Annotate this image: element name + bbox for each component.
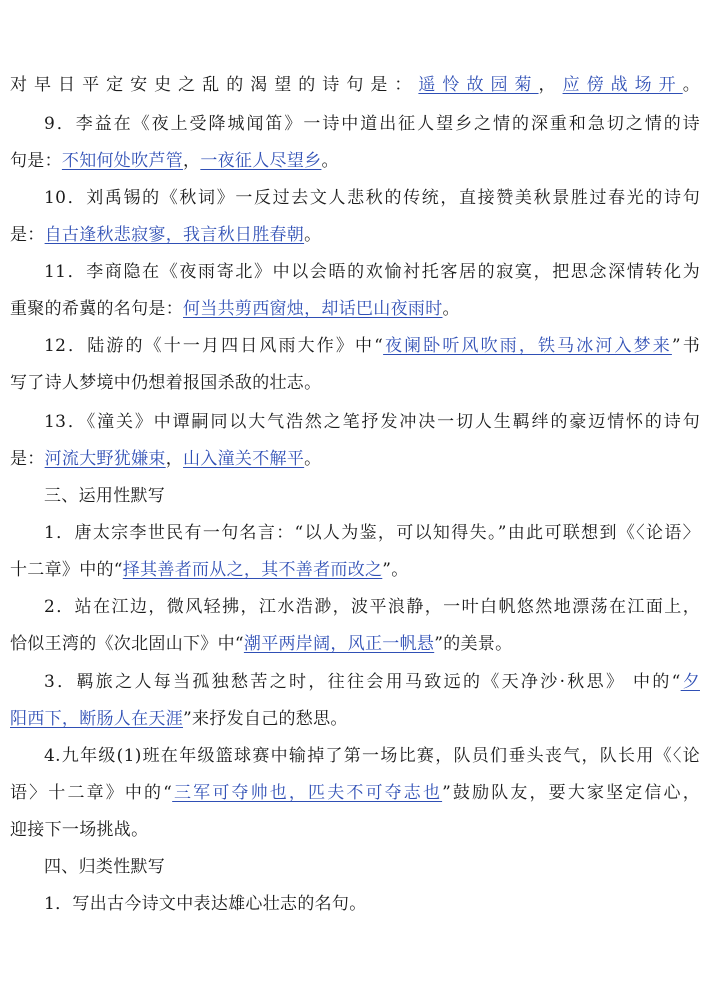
text-line bbox=[10, 222, 700, 248]
question-3-1 bbox=[44, 520, 700, 546]
answer-text: 夕 bbox=[680, 672, 700, 692]
question-11 bbox=[44, 259, 700, 285]
question-9 bbox=[44, 111, 700, 137]
answer-text: 一夜征人尽望乡 bbox=[200, 151, 322, 171]
body-text: 三、运用性默写 bbox=[44, 486, 166, 506]
question-13 bbox=[44, 409, 700, 435]
answer-text: 阳西下，断肠人在天涯 bbox=[10, 709, 183, 729]
body-text: 十二章》中的“ bbox=[10, 560, 123, 580]
body-text: 13．《潼关》中谭嗣同以大气浩然之笔抒发冲决一切人生羁绊的豪迈情怀的诗句 bbox=[44, 412, 700, 432]
body-text: ， bbox=[183, 151, 201, 171]
body-text: 是： bbox=[10, 449, 45, 469]
question-4-1 bbox=[44, 891, 700, 917]
text-line bbox=[10, 817, 700, 843]
body-text: ”书 bbox=[671, 336, 700, 356]
body-text: ”鼓励队友，要大家坚定信心， bbox=[442, 783, 701, 803]
body-text: 10．刘禹锡的《秋词》一反过去文人悲秋的传统，直接赞美秋景胜过春光的诗句 bbox=[44, 188, 700, 208]
text-line bbox=[10, 706, 700, 732]
text-line bbox=[10, 148, 700, 174]
section-heading-4 bbox=[44, 854, 700, 880]
body-text: 写了诗人梦境中仍想着报国杀敌的壮志。 bbox=[10, 373, 322, 393]
body-text: 3．羁旅之人每当孤独愁苦之时，往往会用马致远的《天净沙·秋思》 中的“ bbox=[44, 672, 681, 692]
body-text: 句是： bbox=[10, 151, 62, 171]
body-text: 2．站在江边，微风轻拂，江水浩渺，波平浪静，一叶白帆悠然地漂荡在江面上， bbox=[44, 597, 700, 617]
body-text: 。 bbox=[442, 299, 460, 319]
body-text: 迎接下一场挑战。 bbox=[10, 820, 149, 840]
question-12 bbox=[44, 333, 700, 359]
body-text: 。 bbox=[304, 225, 322, 245]
question-3-4 bbox=[44, 743, 700, 769]
body-text: 是： bbox=[10, 225, 45, 245]
text-line bbox=[10, 72, 700, 98]
answer-text: 三军可夺帅也，匹夫不可夺志也 bbox=[172, 783, 443, 803]
body-text: ， bbox=[538, 75, 563, 95]
section-heading-3 bbox=[44, 483, 700, 509]
question-3-3 bbox=[44, 669, 700, 695]
body-text: 。 bbox=[321, 151, 339, 171]
body-text: 11．李商隐在《夜雨寄北》中以会晤的欢愉衬托客居的寂寞，把思念深情转化为 bbox=[44, 262, 700, 282]
body-text: 1．唐太宗李世民有一句名言：“以人为鉴，可以知得失。”由此可联想到《〈论语〉 bbox=[44, 523, 700, 543]
answer-text: 夜阑卧听风吹雨，铁马冰河入梦来 bbox=[383, 336, 672, 356]
text-line bbox=[10, 631, 700, 657]
answer-text: 自古逢秋悲寂寥，我言秋日胜春朝 bbox=[44, 225, 305, 245]
body-text: 语〉十二章》中的“ bbox=[10, 783, 173, 803]
question-3-2 bbox=[44, 594, 700, 620]
body-text: 恰似王湾的《次北固山下》中“ bbox=[10, 634, 244, 654]
body-text: ， bbox=[165, 449, 184, 469]
answer-text: 河流大野犹嫌束 bbox=[44, 449, 166, 469]
body-text: 9．李益在《夜上受降城闻笛》一诗中道出征人望乡之情的深重和急切之情的诗 bbox=[44, 114, 700, 134]
text-line bbox=[10, 780, 700, 806]
answer-text: 山入潼关不解平 bbox=[183, 449, 305, 469]
body-text: 4.九年级(1)班在年级篮球赛中输掉了第一场比赛，队员们垂头丧气，队长用《〈论 bbox=[44, 746, 700, 766]
body-text: 。 bbox=[304, 449, 322, 469]
body-text: 对早日平定安史之乱的渴望的诗句是： bbox=[10, 75, 419, 95]
question-10 bbox=[44, 185, 700, 211]
text-line bbox=[10, 370, 700, 396]
body-text: 1．写出古今诗文中表达雄心壮志的名句。 bbox=[44, 894, 367, 914]
body-text: 12．陆游的《十一月四日风雨大作》中“ bbox=[44, 336, 384, 356]
text-line bbox=[10, 557, 700, 583]
body-text: 。 bbox=[682, 75, 700, 95]
text-line bbox=[10, 446, 700, 472]
answer-text: 何当共剪西窗烛，却话巴山夜雨时 bbox=[183, 299, 443, 319]
answer-text: 择其善者而从之，其不善者而改之 bbox=[122, 560, 383, 580]
body-text: ”来抒发自己的愁思。 bbox=[183, 709, 348, 729]
text-line bbox=[10, 296, 700, 322]
body-text: 重聚的希冀的名句是： bbox=[10, 299, 183, 319]
answer-text: 遥怜故园菊 bbox=[418, 75, 539, 95]
answer-text: 不知何处吹芦管 bbox=[61, 151, 184, 171]
answer-text: 潮平两岸阔，风正一帆悬 bbox=[243, 634, 435, 654]
answer-text: 应傍战场开 bbox=[562, 75, 683, 95]
body-text: ”的美景。 bbox=[434, 634, 513, 654]
body-text: ”。 bbox=[382, 560, 409, 580]
body-text: 四、归类性默写 bbox=[44, 857, 166, 877]
